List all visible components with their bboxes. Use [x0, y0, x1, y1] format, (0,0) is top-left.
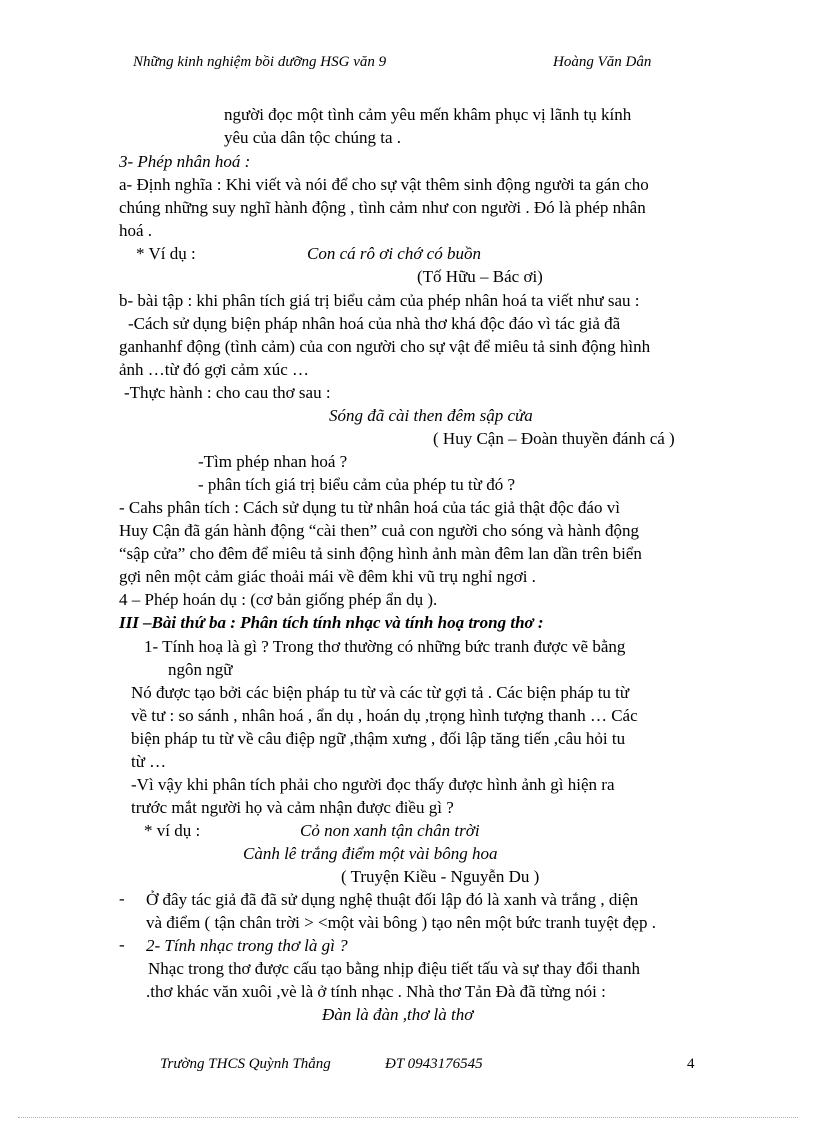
text-line: b- bài tập : khi phân tích giá trị biểu cảm của phép nhân hoá ta viết như sau :	[119, 291, 640, 310]
text-line: ngôn ngữ	[168, 660, 233, 679]
poem-source: (Tố Hữu – Bác ơi)	[417, 267, 543, 286]
text-line: - phân tích giá trị biểu cảm của phép tu từ đó ?	[198, 475, 515, 494]
text-line: ảnh …từ đó gợi cảm xúc …	[119, 360, 310, 379]
poem-line: Đàn là đàn ,thơ là thơ	[322, 1005, 474, 1024]
text-line: chúng những suy nghĩ hành động , tình cảm như con người . Đó là phép nhân	[119, 198, 646, 217]
poem-line: Con cá rô ơi chớ có buồn	[307, 244, 481, 263]
text-line: ganhanhf động (tình cảm) của con người cho sự vật để miêu tả sinh động hình	[119, 337, 651, 356]
header-author: Hoàng Văn Dân	[553, 54, 652, 70]
text-line: .thơ khác văn xuôi ,vè là ở tính nhạc . Nhà thơ Tản Đà đã từng nói :	[146, 982, 606, 1001]
section-heading: 3- Phép nhân hoá :	[119, 152, 251, 171]
footer-phone: ĐT 0943176545	[385, 1056, 483, 1072]
text-line: gợi nên một cảm giác thoải mái về đêm khi vũ trụ nghỉ ngơi .	[119, 567, 536, 586]
page-bottom-divider	[18, 1117, 798, 1118]
text-line: và điểm ( tận chân trời > <một vài bông ) tạo nên một bức tranh tuyệt đẹp .	[146, 913, 656, 932]
header-title: Những kinh nghiệm bồi dưỡng HSG văn 9	[133, 54, 387, 70]
poem-source: ( Huy Cận – Đoàn thuyền đánh cá )	[433, 429, 675, 448]
text-line: yêu của dân tộc chúng ta .	[224, 128, 402, 147]
text-line: Ở đây tác giả đã đã sử dụng nghệ thuật đối lập đó là xanh và trắng , diện	[146, 890, 639, 909]
bullet-dash: -	[119, 935, 125, 954]
example-label: * ví dụ :	[144, 821, 201, 840]
text-line: người đọc một tình cảm yêu mến khâm phục vị lãnh tụ kính	[224, 105, 632, 124]
text-line: trước mắt người họ và cảm nhận được điều gì ?	[131, 798, 454, 817]
bullet-dash: -	[119, 889, 125, 908]
text-line: hoá .	[119, 221, 153, 240]
text-line: từ …	[131, 752, 167, 771]
poem-line: Cành lê trắng điểm một vài bông hoa	[243, 844, 498, 863]
poem-line: Cỏ non xanh tận chân trời	[300, 821, 480, 840]
text-line: Nó được tạo bởi các biện pháp tu từ và các từ gợi tả . Các biện pháp tu từ	[131, 683, 630, 702]
text-line: - Cahs phân tích : Cách sử dụng tu từ nhân hoá của tác giả thật độc đáo vì	[119, 498, 620, 517]
text-line: 4 – Phép hoán dụ : (cơ bản giống phép ẩn dụ ).	[119, 590, 438, 609]
text-line: về tư : so sánh , nhân hoá , ẩn dụ , hoán dụ ,trọng hình tượng thanh … Các	[131, 706, 638, 725]
footer-school: Trường THCS Quỳnh Thắng	[160, 1056, 331, 1072]
poem-source: ( Truyện Kiều - Nguyễn Du )	[341, 867, 540, 886]
text-line: 1- Tính hoạ là gì ? Trong thơ thường có những bức tranh được vẽ bằng	[144, 637, 626, 656]
text-line: a- Định nghĩa : Khi viết và nói để cho sự vật thêm sinh động người ta gán cho	[119, 175, 649, 194]
text-line: Nhạc trong thơ được cấu tạo bằng nhịp điệu tiết tấu và sự thay đổi thanh	[148, 959, 640, 978]
text-line: -Tìm phép nhan hoá ?	[198, 452, 348, 471]
text-line: -Thực hành : cho cau thơ sau :	[124, 383, 331, 402]
text-line: -Vì vậy khi phân tích phải cho người đọc thấy được hình ảnh gì hiện ra	[131, 775, 615, 794]
page-number: 4	[687, 1056, 695, 1072]
text-line: -Cách sử dụng biện pháp nhân hoá của nhà thơ khá độc đáo vì tác giả đã	[128, 314, 621, 333]
text-line: Huy Cận đã gán hành động “cài then” cuả con người cho sóng và hành động	[119, 521, 640, 540]
text-line: biện pháp tu từ về câu điệp ngữ ,thậm xưng , đối lập tăng tiến ,câu hỏi tu	[131, 729, 626, 748]
poem-line: Sóng đã cài then đêm sập cửa	[329, 406, 533, 425]
example-label: * Ví dụ :	[136, 244, 196, 263]
text-line: “sập cửa” cho đêm để miêu tả sinh động hình ảnh màn đêm lan dần trên biển	[119, 544, 642, 563]
section-heading: III –Bài thứ ba : Phân tích tính nhạc và tính hoạ trong thơ :	[119, 613, 544, 632]
section-heading: 2- Tính nhạc trong thơ là gì ?	[146, 936, 348, 955]
